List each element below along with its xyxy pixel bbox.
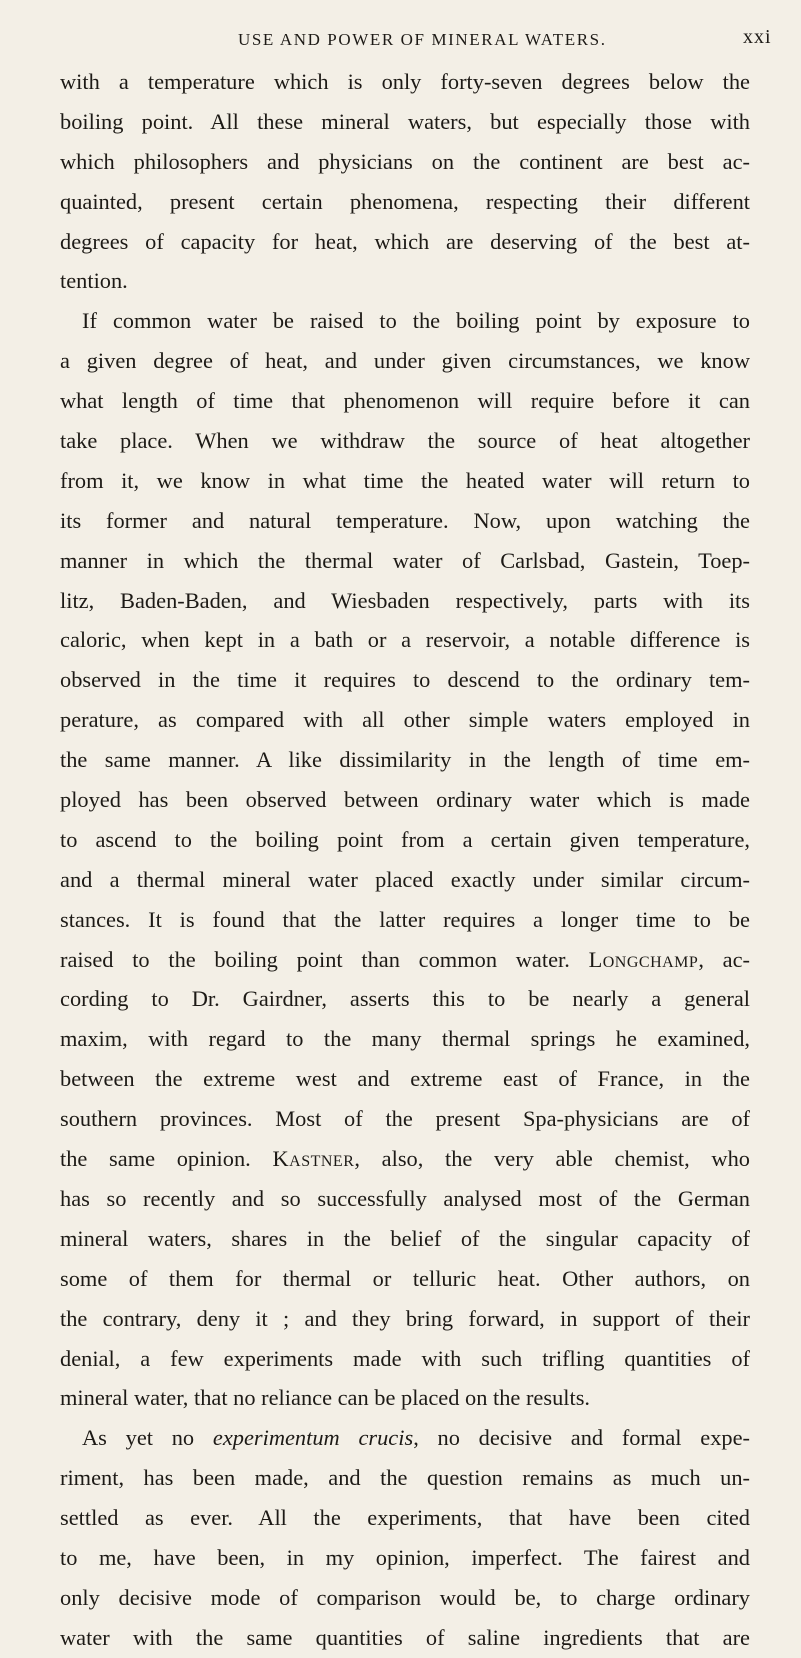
text-line: some of them for thermal or telluric heat. Other authors, on: [60, 1265, 750, 1291]
text-line: [60, 1418, 750, 1458]
text-line: caloric, when kept in a bath or a reservoir, a notable difference is: [60, 627, 750, 653]
text-segment: , ac-: [698, 946, 750, 972]
text-line: its former and natural temperature. Now, upon watching the: [60, 507, 750, 533]
text-segment: , no decisive and formal expe-: [413, 1425, 750, 1451]
text-line: degrees of capacity for heat, which are deserving of the best at-: [60, 228, 750, 254]
text-line: settled as ever. All the experiments, that have been cited: [60, 1505, 750, 1531]
text-line: only decisive mode of comparison would be, to charge ordinary: [60, 1584, 750, 1610]
text-segment: As yet no: [82, 1425, 195, 1451]
text-line: between the extreme west and extreme east of France, in the: [60, 1066, 750, 1092]
text-line: litz, Baden-Baden, and Wiesbaden respectively, parts with its: [60, 587, 750, 613]
text-line: the same manner. A like dissimilarity in the length of time em-: [60, 747, 750, 773]
text-line: has so recently and so successfully analysed most of the German: [60, 1185, 750, 1211]
text-line: with a temperature which is only forty-seven degrees below the: [60, 69, 750, 94]
text-line: which philosophers and physicians on the continent are best ac-: [60, 148, 750, 174]
author-name-longchamp: Longchamp: [588, 946, 699, 972]
text-line: riment, has been made, and the question remains as much un-: [60, 1465, 750, 1491]
text-line: If common water be raised to the boiling point by exposure to: [82, 308, 750, 334]
text-line: the contrary, deny it ; and they bring forward, in support of their: [60, 1305, 750, 1331]
text-line: ployed has been observed between ordinary water which is made: [60, 787, 750, 813]
text-segment: raised to the boiling point than common water.: [60, 946, 570, 972]
text-line: denial, a few experiments made with such trifling quantities of: [60, 1345, 750, 1371]
text-segment: , also, the very able chemist, who: [354, 1146, 750, 1172]
body-text: [60, 62, 750, 1658]
text-line: mineral waters, shares in the belief of the singular capacity of: [60, 1225, 750, 1251]
text-line: maxim, with regard to the many thermal springs he examined,: [60, 1026, 750, 1052]
author-name-kastner: Kastner: [272, 1146, 355, 1172]
text-line: what length of time that phenomenon will require before it can: [60, 388, 750, 414]
text-line: [60, 940, 750, 980]
text-line: and a thermal mineral water placed exactly under similar circum-: [60, 866, 750, 892]
italic-phrase: experimentum crucis: [212, 1425, 414, 1451]
text-line: from it, we know in what time the heated water will return to: [60, 467, 750, 493]
text-line: quainted, present certain phenomena, respecting their different: [60, 188, 750, 214]
text-line: water with the same quantities of saline ingredients that are: [60, 1624, 750, 1650]
text-line: observed in the time it requires to descend to the ordinary tem-: [60, 667, 750, 693]
running-head: USE AND POWER OF MINERAL WATERS.: [238, 30, 607, 49]
text-line: perature, as compared with all other simple waters employed in: [60, 707, 750, 733]
text-line: a given degree of heat, and under given circumstances, we know: [60, 348, 750, 374]
text-line: southern provinces. Most of the present Spa-physicians are of: [60, 1106, 750, 1132]
page-number: xxi: [743, 26, 772, 48]
text-line: cording to Dr. Gairdner, asserts this to be nearly a general: [60, 986, 750, 1012]
text-line: to ascend to the boiling point from a certain given temperature,: [60, 826, 750, 852]
text-line: to me, have been, in my opinion, imperfect. The fairest and: [60, 1544, 750, 1570]
text-line: tention.: [60, 268, 128, 294]
text-line: stances. It is found that the latter requires a longer time to be: [60, 906, 750, 932]
text-line: mineral water, that no reliance can be placed on the results.: [60, 1385, 591, 1411]
text-line: boiling point. All these mineral waters, but especially those with: [60, 108, 750, 134]
text-segment: the same opinion.: [60, 1146, 251, 1172]
text-line: take place. When we withdraw the source of heat altogether: [60, 428, 750, 454]
text-line: [60, 1139, 750, 1179]
text-line: manner in which the thermal water of Carlsbad, Gastein, Toep-: [60, 547, 750, 573]
